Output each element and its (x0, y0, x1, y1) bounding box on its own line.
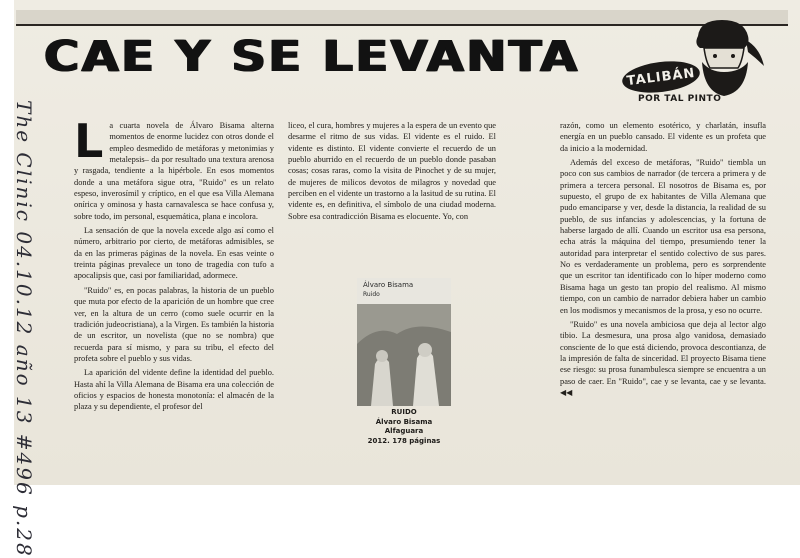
text-column-1 (74, 114, 274, 416)
handwritten-note: The Clinic 04.10.12 año 13 #496 p.28 (12, 100, 36, 558)
drop-cap: L (74, 114, 104, 168)
book-cover-author: Álvaro Bisama (363, 281, 414, 289)
end-mark-icon: ◀◀ (560, 387, 573, 397)
closing-paragraph-text: "Ruido" es una novela ambiciosa que deja al lector algo tibio. La desmesura, una prosa algo vanidosa, demasiado consciente de lo que está diciendo, provoca descontianza, de la impresión de falta de sinceridad. El proyecto Bisama tiene ese riesgo: su prosa funambulesca siempre se encuentra a un paso de caer. En "Ruido", cae y se levanta, cae y se levanta. (560, 319, 766, 386)
book-cover-photo (357, 304, 451, 406)
taliban-section-logo (610, 18, 792, 106)
text-column-3 (560, 120, 766, 401)
caption-publisher: Alfaguara (384, 427, 424, 435)
paragraph: liceo, el cura, hombres y mujeres a la espera de un evento que desarme el ritmo de sus vidas. El vidente es el ruido. El vidente es distinto. El vidente convierte el recuerdo de un pueblo aburrido en el recuerdo de un pueblo donde pasaban cosas; cosas raras, como la visita de Pinochet y de su mujer, de mujeres de milicos devotos de milagros y novedad que perciben en el vidente un trastorno a la lasitud de su rutina. El vidente es, en definitiva, el símbolo de una ciudad moderna. Sobre esa contradicción Bisama es elocuente. Yo, con (288, 121, 496, 221)
paragraph: La sensación de que la novela excede algo así como el número, arbitrario por cierto, de metáforas admisibles, se da en las primeras páginas de la novela. En esas veinte o treinta páginas prevalece un tono de tragedia con tufo a apocalipsis que, casi por familiaridad, adormece. (74, 226, 274, 281)
paragraph: Además del exceso de metáforas, "Ruido" tiembla un poco con sus cambios de narrador (de tercera a primera y de primera a tercera personal. El nosotros de Bisama es, por supuesto, el grupo de ex habitantes de Villa Alemana que pudo emanciparse y ver, desde la distancia, la realidad de su pueblo, de sus infancias y adolescencias, y la fortuna de haberse largado de allí. Cuando un escritor usa esa persona, echa atrás la máquina del tiempo, presumiendo tener la autoridad para interpretar el sentido colectivo de sus pares. No es verdaderamente un problema, pero es sorprendente que un escritor tan identificado con lo híper moderno como Bisama haga un gesto tan propio del realismo. Al mismo tiempo, con un cambio de narrador debiera haber un cambio en los modismos y mecanismos de la prosa, y eso no ocurre. (560, 158, 766, 315)
caption-author: Álvaro Bisama (375, 417, 433, 426)
handwritten-annotation (6, 100, 48, 558)
taliban-badge: TALIBÁN (620, 57, 701, 96)
paragraph: La aparición del vidente define la identidad del pueblo. Hasta ahí la Villa Alemana de Bisama era una colección de oficios y espacios de honesta monotonía: el almacén de la plaza y su dependiente, el profesor del (74, 368, 274, 412)
paragraph: a cuarta novela de Álvaro Bisama alterna momentos de enorme lucidez con otros donde el empleo desmedido de metáforas y metonimias y metalepsis– da por resultado una textura arenosa y rasgada, tendiente a la hipérbole. En esos momentos donde a una metáfora sigue otra, "Ruido" es un relato espeso, inverosímil y críptico, en el que esa Villa Alemana onírica y ominosa y hasta carnavalesca se hace confusa y, sobre todo, im personal, esquemática, plana e incolora. (74, 121, 274, 221)
book-cover (357, 278, 451, 406)
paragraph (560, 319, 766, 398)
article-title: CAE Y SE LEVANTA (44, 32, 580, 82)
book-cover-header (357, 278, 451, 304)
caption-details: 2012. 178 páginas (367, 436, 441, 445)
book-cover-title: Ruido (363, 291, 380, 298)
author-byline: POR TAL PINTO (638, 94, 722, 104)
book-caption (345, 408, 463, 446)
paragraph: razón, como un elemento esotérico, y charlatán, insufla energía en un pueblo cansado. El vidente es un profeta que da inicio a la modernidad. (560, 121, 766, 153)
caption-title: RUIDO (391, 408, 417, 416)
paragraph: "Ruido" es, en pocas palabras, la historia de un pueblo que muta por efecto de la aparición de un hombre que cree ver, en la altura de un cerro (como suele ocurrir en la tradición judeocristiana), a la Virgen. Es también la historia de un escritor, un novelista (que no se nombra) que recuerda para sí mismo, y para su tribu, el efecto del profeta sobre el pueblo y sus vidas. (74, 285, 274, 363)
text-column-2 (288, 120, 496, 225)
